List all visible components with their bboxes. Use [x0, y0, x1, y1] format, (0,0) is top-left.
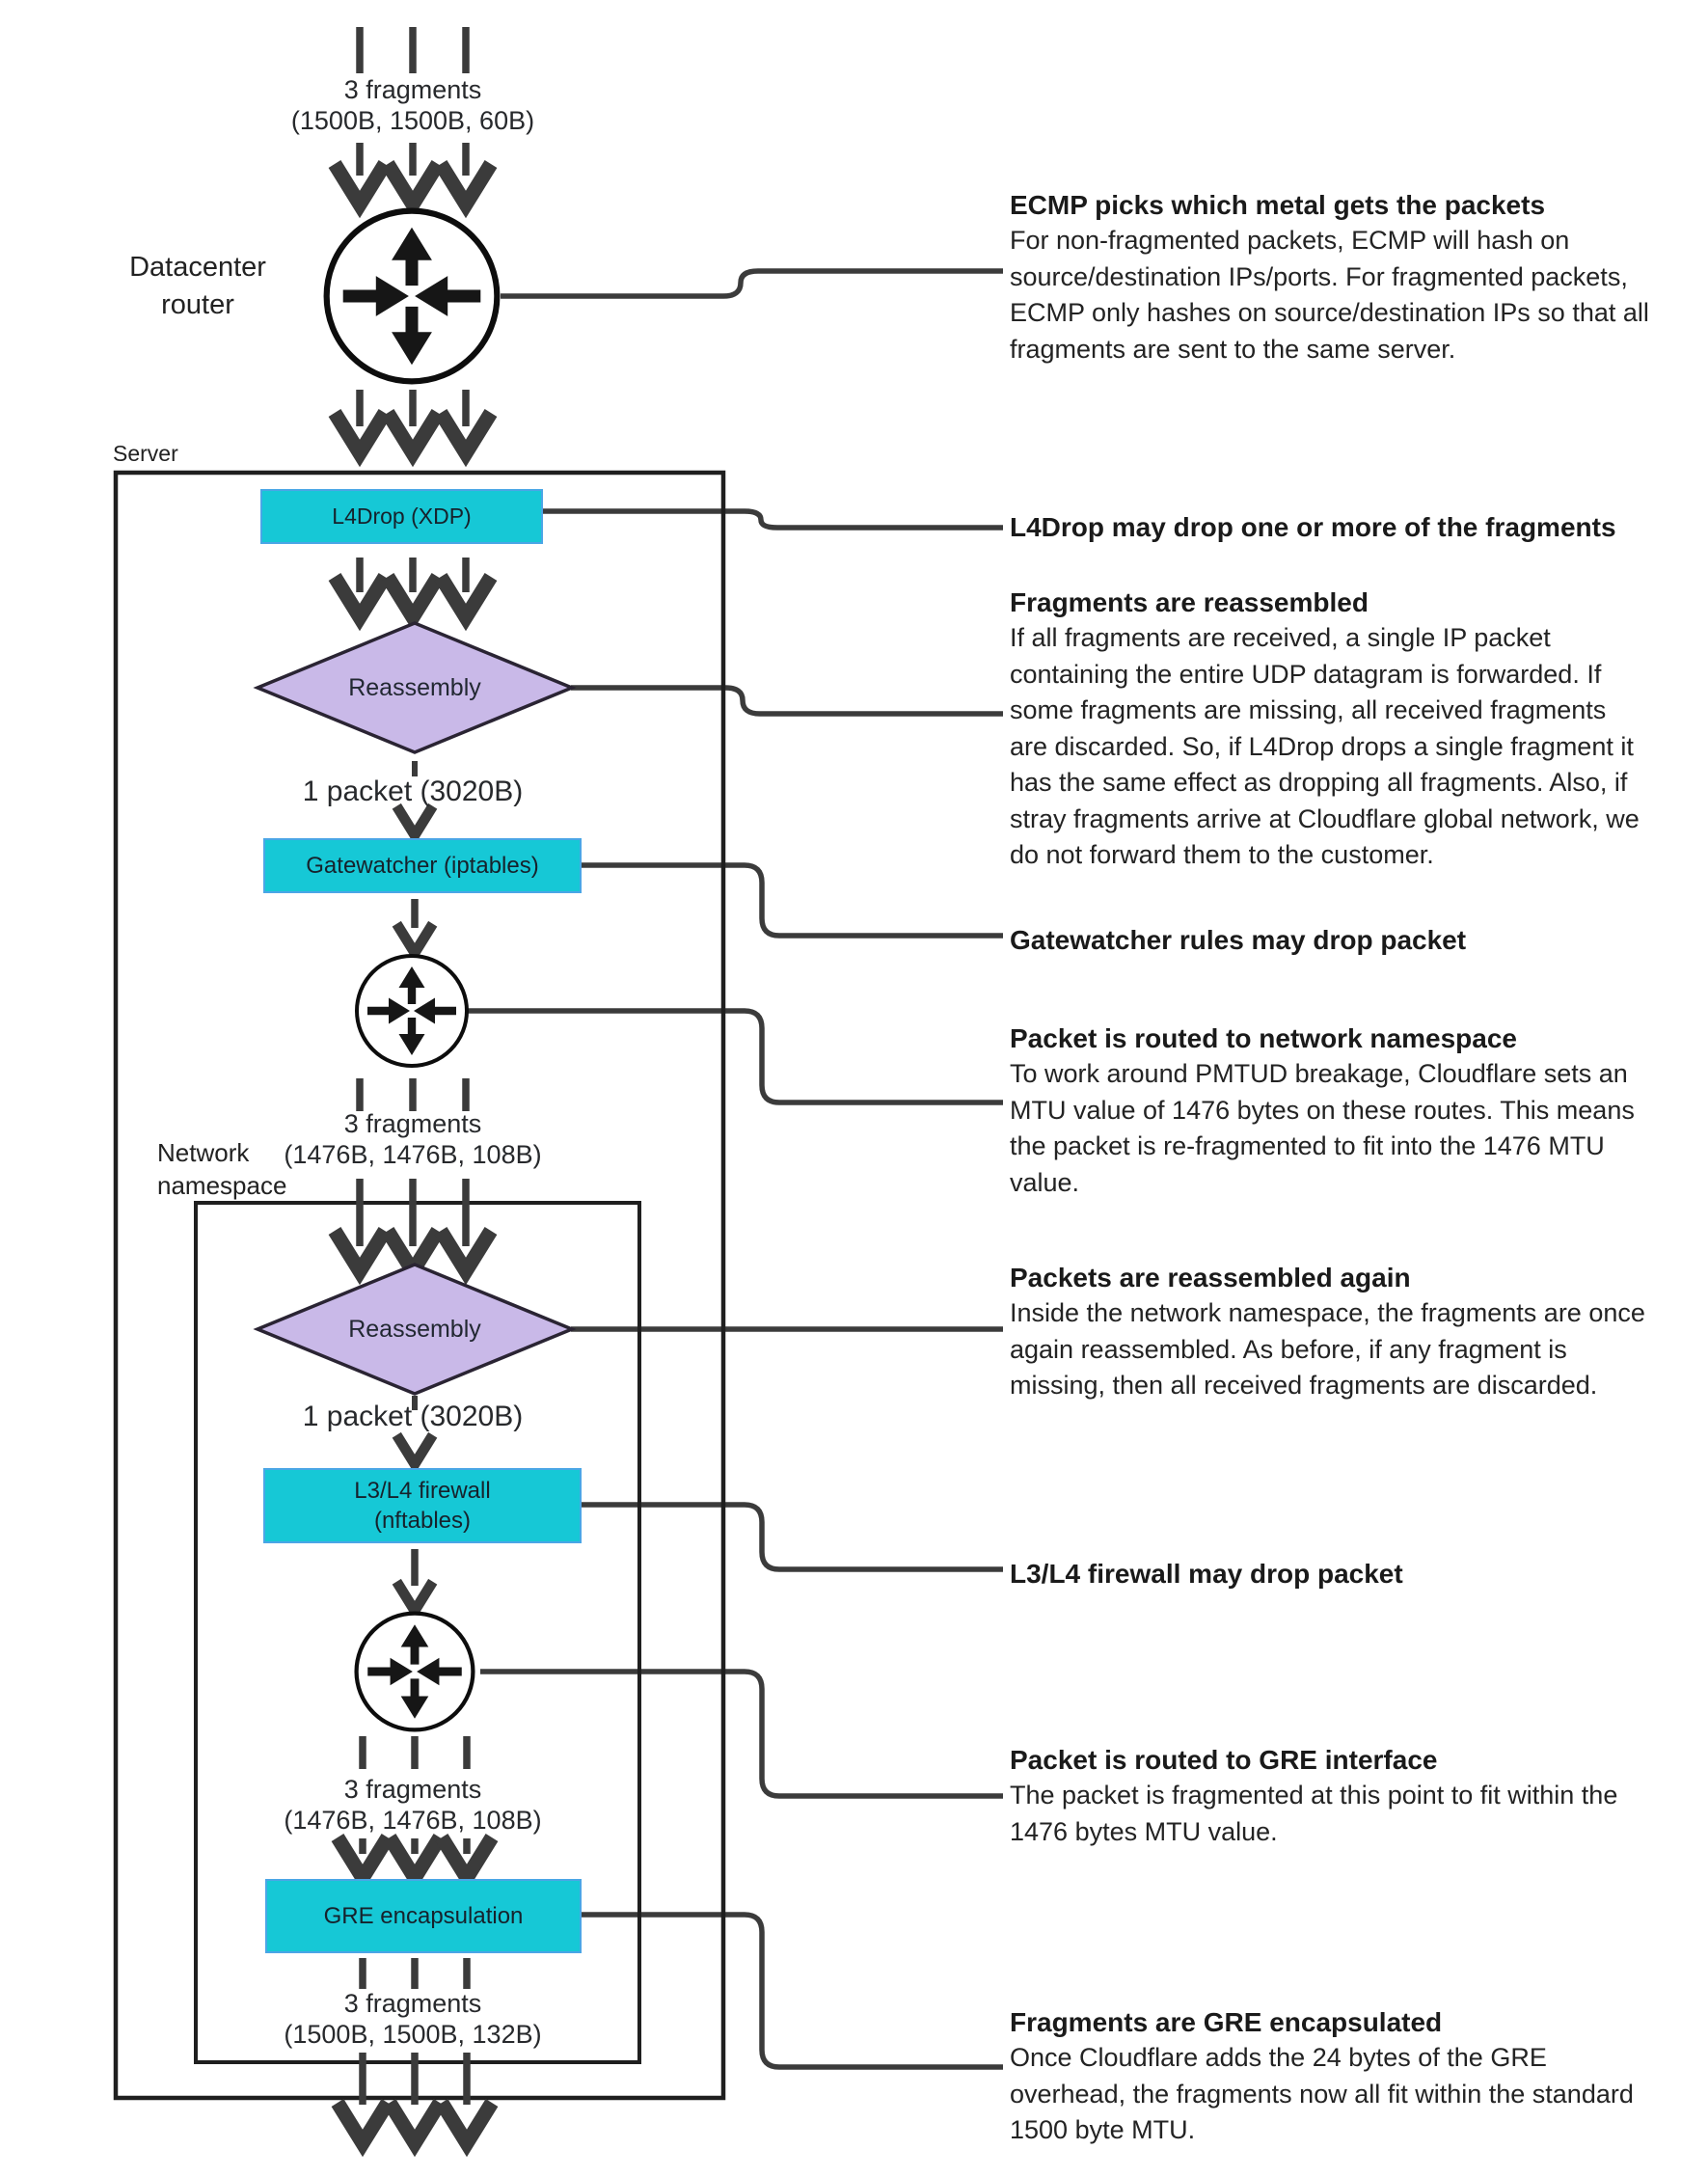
- l3l4-firewall-node: L3/L4 firewall (nftables): [263, 1468, 582, 1543]
- network-namespace-label: Network namespace: [157, 1138, 287, 1200]
- gre-encapsulation-node: GRE encapsulation: [265, 1879, 582, 1953]
- connector-firewall: [582, 1505, 1003, 1569]
- note-routed-namespace: Packet is routed to network namespace To work around PMTUD breakage, Cloudflare sets an MTU value of 1476 bytes on these routes. This means the packet is re-fragmented to fit into the 1476 MTU value.: [1010, 1023, 1635, 1197]
- packet2-label: 1 packet (3020B): [302, 1401, 524, 1432]
- bottom-fragments-sizes: (1500B, 1500B, 132B): [284, 2020, 542, 2049]
- mid-fragments-sizes: (1476B, 1476B, 108B): [284, 1140, 542, 1169]
- pre-gre-fragments-sizes: (1476B, 1476B, 108B): [284, 1806, 542, 1835]
- note-gre-encapsulated: Fragments are GRE encapsulated Once Cloudflare adds the 24 bytes of the GRE overhead, the fragments now all fit within the standard 1500 byte MTU.: [1010, 2007, 1634, 2144]
- note-reassembled-again: Packets are reassembled again Inside the network namespace, the fragments are once again reassembled. As before, if any fragment is missing, then all received fragments are discarded.: [1010, 1263, 1645, 1400]
- note-l4drop: L4Drop may drop one or more of the fragments: [1010, 512, 1616, 542]
- note-gatewatcher: Gatewatcher rules may drop packet: [1010, 925, 1467, 955]
- connector-router2: [467, 1011, 1003, 1102]
- packet1-label: 1 packet (3020B): [302, 776, 524, 807]
- server-label: Server: [113, 441, 178, 466]
- route-to-gre-icon: [357, 1614, 474, 1730]
- note-routed-gre: Packet is routed to GRE interface The packet is fragmented at this point to fit within the 1476 bytes MTU value.: [1010, 1745, 1618, 1846]
- route-to-namespace-icon: [357, 956, 467, 1066]
- reassembly2-label: Reassembly: [348, 1316, 481, 1343]
- datacenter-router-icon: [327, 211, 498, 382]
- note-ecmp: ECMP picks which metal gets the packets For non-fragmented packets, ECMP will hash on source/destination IPs/ports. For fragmented packets, ECMP only hashes on source/destination IPs so that all fragments are sent to the same server.: [1010, 190, 1649, 364]
- mid-fragments-count: 3 fragments: [343, 1109, 482, 1138]
- top-fragments-count: 3 fragments: [343, 75, 482, 104]
- connector-gatewatcher: [582, 865, 1003, 936]
- connector-gre: [582, 1915, 1003, 2067]
- l4drop-node: L4Drop (XDP): [260, 489, 543, 544]
- reassembly1-label: Reassembly: [348, 674, 481, 701]
- top-fragments-sizes: (1500B, 1500B, 60B): [290, 106, 535, 135]
- connector-l4drop: [542, 511, 1003, 528]
- datacenter-router-label: Datacenter router: [129, 252, 266, 320]
- connector-reassembly1: [571, 688, 1003, 714]
- bottom-fragments-count: 3 fragments: [343, 1989, 482, 2018]
- connector-ecmp: [501, 271, 1003, 296]
- gatewatcher-node: Gatewatcher (iptables): [263, 838, 582, 893]
- note-fragments-reassembled: Fragments are reassembled If all fragments are received, a single IP packet containing the entire UDP datagram is forwarded. If some fragments are missing, all received fragments are discarded. So, if L4Drop drops a single fragment it has the same effect as dropping all fragments. Also, if stray fragments arrive at Cloudflare global network, we do not forward them to the customer.: [1010, 587, 1640, 869]
- note-firewall: L3/L4 firewall may drop packet: [1010, 1559, 1403, 1589]
- pre-gre-fragments-count: 3 fragments: [343, 1775, 482, 1804]
